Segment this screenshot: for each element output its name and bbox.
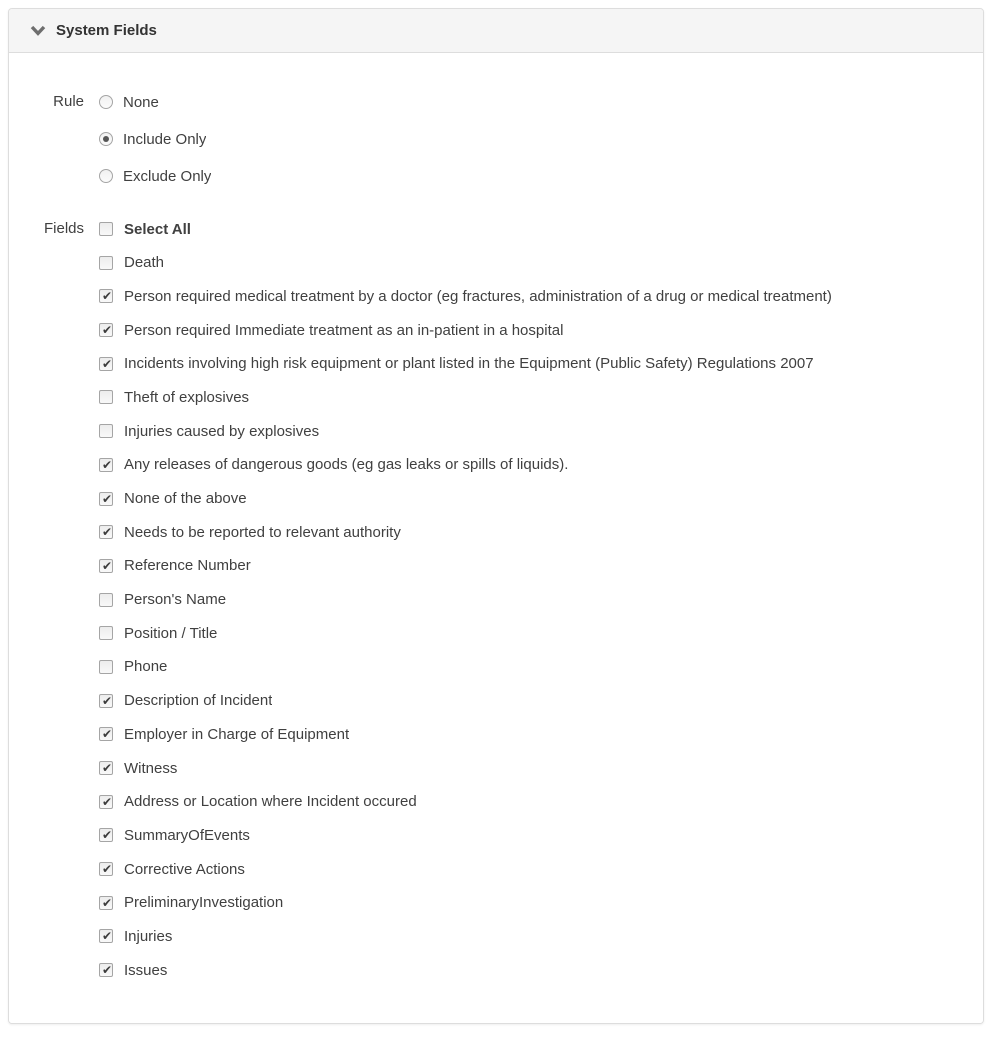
field-checkbox-row[interactable] bbox=[99, 621, 968, 645]
field-label: Person required medical treatment by a doctor (eg fractures, administration of a drug or medical treatment) bbox=[124, 287, 832, 305]
rule-option[interactable] bbox=[99, 90, 968, 114]
checkbox-icon[interactable] bbox=[99, 963, 113, 977]
field-checkbox-row[interactable] bbox=[99, 891, 968, 915]
field-label: Reference Number bbox=[124, 557, 251, 575]
checkbox-icon[interactable] bbox=[99, 626, 113, 640]
rule-option-label: Exclude Only bbox=[123, 167, 212, 185]
checkbox-icon[interactable] bbox=[99, 323, 113, 337]
field-label: Person's Name bbox=[124, 591, 227, 609]
checkbox-icon[interactable] bbox=[99, 896, 113, 910]
field-label: Incidents involving high risk equipment or plant listed in the Equipment (Public Safety) Regulations 2007 bbox=[124, 355, 814, 373]
checkbox-icon[interactable] bbox=[99, 492, 113, 506]
panel-title: System Fields bbox=[56, 22, 157, 39]
checkmark-icon: ✔ bbox=[101, 693, 113, 708]
checkbox-icon[interactable] bbox=[99, 593, 113, 607]
field-label: Person required Immediate treatment as an in-patient in a hospital bbox=[124, 321, 564, 339]
field-checkbox-row[interactable] bbox=[99, 924, 968, 948]
field-checkbox-row[interactable] bbox=[99, 217, 968, 241]
radio-button-icon[interactable] bbox=[99, 132, 113, 146]
field-checkbox-row[interactable] bbox=[99, 588, 968, 612]
field-label: Description of Incident bbox=[124, 692, 273, 710]
radio-button-icon[interactable] bbox=[99, 95, 113, 109]
checkbox-icon[interactable] bbox=[99, 222, 113, 236]
field-checkbox-row[interactable] bbox=[99, 487, 968, 511]
field-label: Injuries caused by explosives bbox=[124, 422, 320, 440]
checkmark-icon: ✔ bbox=[101, 558, 113, 573]
checkbox-icon[interactable] bbox=[99, 795, 113, 809]
rule-option-label: Include Only bbox=[123, 130, 207, 148]
fields-group bbox=[24, 217, 968, 982]
checkmark-icon: ✔ bbox=[101, 761, 113, 775]
field-label: Phone bbox=[124, 658, 168, 676]
field-label: Needs to be reported to relevant authority bbox=[124, 523, 401, 541]
panel-body bbox=[9, 53, 983, 1023]
field-label: Position / Title bbox=[124, 624, 218, 642]
checkbox-icon[interactable] bbox=[99, 424, 113, 438]
field-checkbox-row[interactable] bbox=[99, 857, 968, 881]
field-checkbox-row[interactable] bbox=[99, 756, 968, 780]
field-checkbox-row[interactable] bbox=[99, 284, 968, 308]
field-items bbox=[99, 217, 968, 982]
field-checkbox-row[interactable] bbox=[99, 958, 968, 982]
checkbox-icon[interactable] bbox=[99, 357, 113, 371]
checkmark-icon: ✔ bbox=[101, 929, 113, 944]
field-checkbox-row[interactable] bbox=[99, 520, 968, 544]
field-checkbox-row[interactable] bbox=[99, 251, 968, 275]
field-label: Corrective Actions bbox=[124, 860, 245, 878]
checkmark-icon: ✔ bbox=[101, 356, 113, 371]
checkbox-icon[interactable] bbox=[99, 929, 113, 943]
fields-label: Fields bbox=[43, 220, 84, 237]
system-fields-panel bbox=[8, 8, 984, 1024]
field-label: Issues bbox=[124, 961, 168, 979]
field-checkbox-row[interactable] bbox=[99, 554, 968, 578]
rule-options bbox=[99, 90, 968, 188]
field-label: Employer in Charge of Equipment bbox=[124, 725, 350, 743]
field-label: Select All bbox=[124, 220, 191, 238]
rule-label: Rule bbox=[53, 93, 84, 110]
field-checkbox-row[interactable] bbox=[99, 823, 968, 847]
field-checkbox-row[interactable] bbox=[99, 790, 968, 814]
field-label: Witness bbox=[124, 759, 178, 777]
checkbox-icon[interactable] bbox=[99, 694, 113, 708]
field-checkbox-row[interactable] bbox=[99, 655, 968, 679]
radio-dot bbox=[103, 136, 109, 142]
field-label: None of the above bbox=[124, 490, 247, 507]
checkmark-icon: ✔ bbox=[101, 727, 113, 742]
rule-option-label: None bbox=[123, 93, 159, 111]
checkmark-icon: ✔ bbox=[101, 289, 113, 304]
chevron-down-icon[interactable] bbox=[30, 25, 46, 37]
checkmark-icon: ✔ bbox=[101, 323, 113, 338]
checkmark-icon: ✔ bbox=[101, 895, 113, 910]
rule-option[interactable] bbox=[99, 164, 968, 188]
field-label: Any releases of dangerous goods (eg gas leaks or spills of liquids). bbox=[124, 456, 569, 474]
field-checkbox-row[interactable] bbox=[99, 419, 968, 443]
checkmark-icon: ✔ bbox=[101, 862, 113, 877]
field-checkbox-row[interactable] bbox=[99, 689, 968, 713]
checkbox-icon[interactable] bbox=[99, 525, 113, 539]
radio-button-icon[interactable] bbox=[99, 169, 113, 183]
checkbox-icon[interactable] bbox=[99, 660, 113, 674]
field-checkbox-row[interactable] bbox=[99, 352, 968, 376]
rule-option[interactable] bbox=[99, 127, 968, 151]
field-label: SummaryOfEvents bbox=[124, 826, 250, 844]
checkbox-icon[interactable] bbox=[99, 289, 113, 303]
checkbox-icon[interactable] bbox=[99, 390, 113, 404]
checkbox-icon[interactable] bbox=[99, 727, 113, 741]
checkmark-icon: ✔ bbox=[101, 794, 113, 809]
checkmark-icon: ✔ bbox=[101, 491, 113, 506]
checkbox-icon[interactable] bbox=[99, 559, 113, 573]
field-label: PreliminaryInvestigation bbox=[124, 894, 284, 912]
checkbox-icon[interactable] bbox=[99, 256, 113, 270]
field-checkbox-row[interactable] bbox=[99, 385, 968, 409]
field-checkbox-row[interactable] bbox=[99, 453, 968, 477]
checkbox-icon[interactable] bbox=[99, 458, 113, 472]
field-label: Address or Location where Incident occured bbox=[124, 793, 417, 811]
checkmark-icon: ✔ bbox=[101, 457, 113, 472]
field-label: Injuries bbox=[124, 927, 173, 945]
checkmark-icon: ✔ bbox=[101, 963, 113, 978]
field-label: Death bbox=[124, 254, 165, 272]
field-checkbox-row[interactable] bbox=[99, 722, 968, 746]
field-checkbox-row[interactable] bbox=[99, 318, 968, 342]
checkbox-icon[interactable] bbox=[99, 828, 113, 842]
checkmark-icon: ✔ bbox=[101, 525, 113, 540]
rule-group bbox=[24, 90, 968, 188]
checkbox-icon[interactable] bbox=[99, 862, 113, 876]
panel-header[interactable] bbox=[9, 9, 983, 53]
checkmark-icon: ✔ bbox=[101, 828, 113, 843]
field-label: Theft of explosives bbox=[124, 388, 250, 406]
checkbox-icon[interactable] bbox=[99, 761, 113, 775]
